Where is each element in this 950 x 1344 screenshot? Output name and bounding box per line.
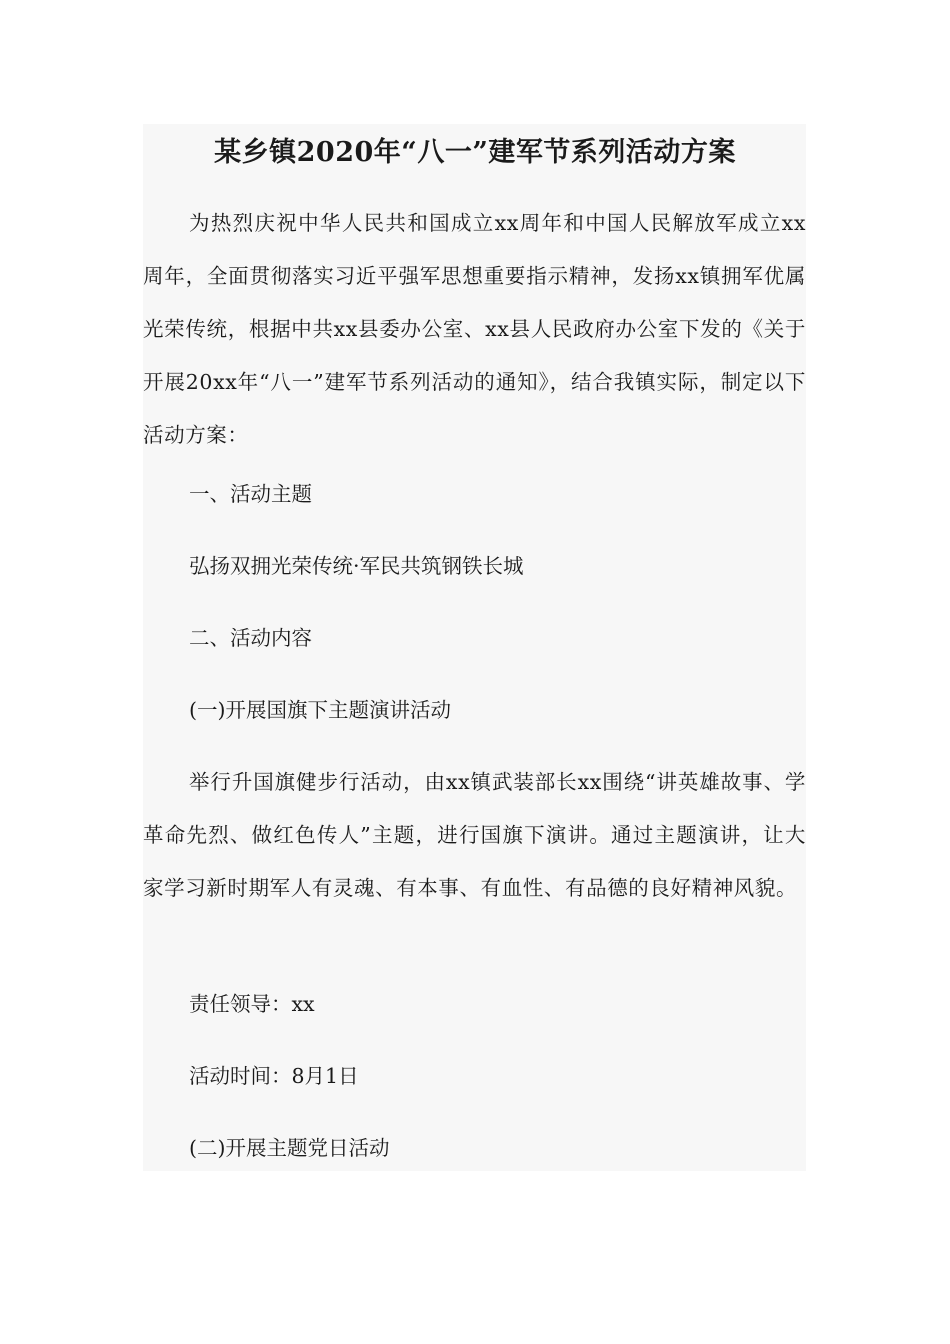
intro-paragraph: 为热烈庆祝中华人民共和国成立xx周年和中国人民解放军成立xx周年，全面贯彻落实习近平强军思想重要指示精神，发扬xx镇拥军优属光荣传统，根据中共xx县委办公室、xx县人民政府办公室下发的《关于开展20xx年“八一”建军节系列活动的通知》，结合我镇实际，制定以下活动方案： bbox=[143, 211, 806, 447]
document-title: 某乡镇2020年“八一”建军节系列活动方案 bbox=[214, 137, 736, 168]
item-body-flag-speech: 举行升国旗健步行活动，由xx镇武装部长xx围绕“讲英雄故事、学革命先烈、做红色传人”主题，进行国旗下演讲。通过主题演讲，让大家学习新时期军人有灵魂、有本事、有血性、有品德的良好精神风貌。 bbox=[143, 770, 806, 900]
item-time: 活动时间：8月1日 bbox=[189, 1064, 359, 1088]
section-heading-theme: 一、活动主题 bbox=[189, 482, 312, 506]
theme-text: 弘扬双拥光荣传统·军民共筑钢铁长城 bbox=[189, 554, 524, 578]
item-heading-party-day: (二)开展主题党日活动 bbox=[189, 1136, 390, 1160]
section-heading-content: 二、活动内容 bbox=[189, 626, 312, 650]
item-heading-flag-speech: (一)开展国旗下主题演讲活动 bbox=[189, 698, 451, 722]
item-leader: 责任领导：xx bbox=[189, 992, 315, 1016]
